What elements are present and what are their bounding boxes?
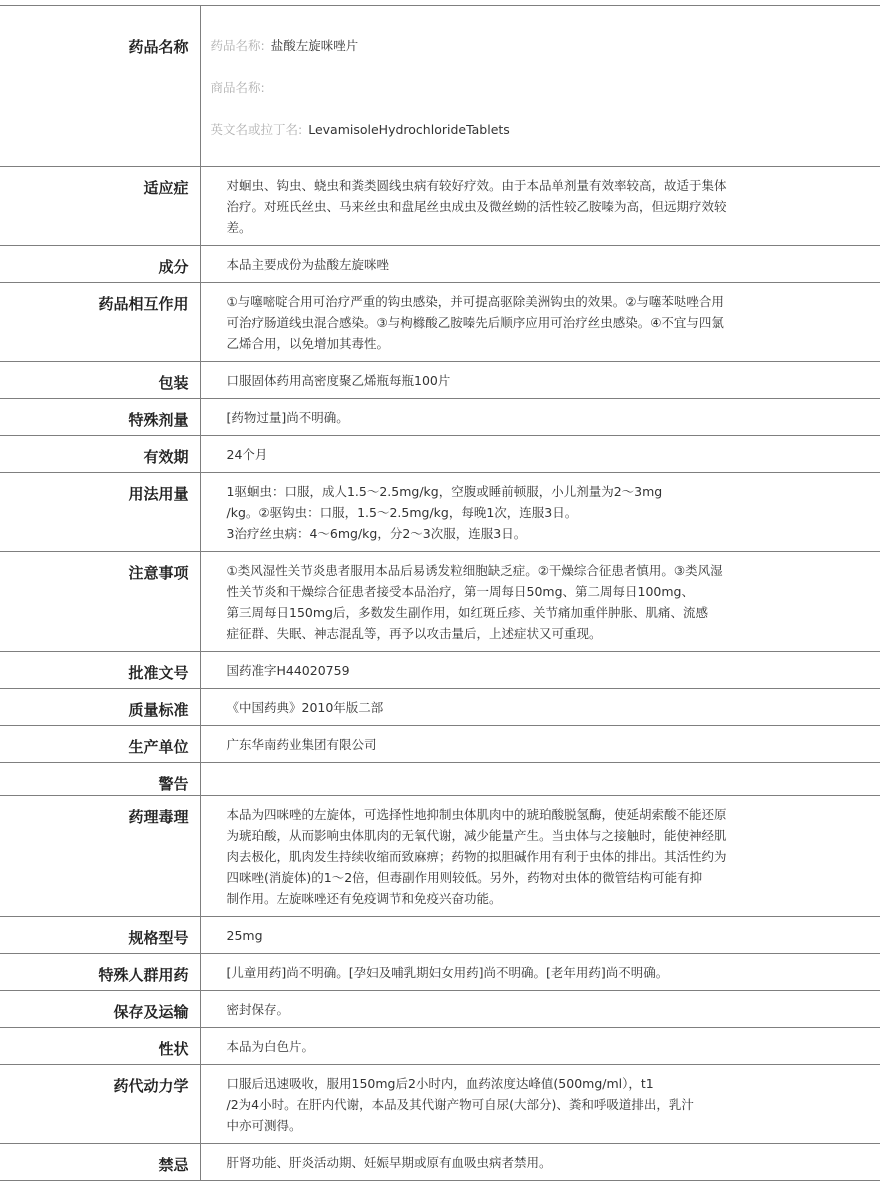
field-value: 本品为四咪唑的左旋体，可选择性地抑制虫体肌肉中的琥珀酸脱氢酶，使延胡索酸不能还原 为琥珀酸，从而影响虫体肌肉的无氧代谢，减少能量产生。当虫体与之接触时，能使神经肌 肉去极化，肌肉发生持续收缩而致麻痹；药物的拟胆碱作用有利于虫体的排出。其活性约为 四咪唑(消旋体)的1～2倍，但毒副作用则较低。另外，药物对虫体的微管结构可能有抑 制作用。左旋咪唑还有免疫调节和免疫兴奋功能。 (200, 796, 880, 917)
field-label: 适应症 (0, 167, 200, 246)
field-label: 保存及运输 (0, 991, 200, 1028)
field-value: 口服后迅速吸收，服用150mg后2小时内，血药浓度达峰值(500mg/ml），t1 /2为4小时。在肝内代谢，本品及其代谢产物可自尿(大部分)、粪和呼吸道排出，乳汁 中亦可测得。 (200, 1065, 880, 1144)
field-label: 规格型号 (0, 917, 200, 954)
field-label: 药代动力学 (0, 1065, 200, 1144)
field-label: 批准文号 (0, 652, 200, 689)
field-row (0, 399, 880, 436)
field-row (0, 1028, 880, 1065)
field-label: 有效期 (0, 436, 200, 473)
field-label: 特殊人群用药 (0, 954, 200, 991)
field-value: ①与噻嘧啶合用可治疗严重的钩虫感染，并可提高驱除美洲钩虫的效果。②与噻苯哒唑合用 可治疗肠道线虫混合感染。③与枸橼酸乙胺嗪先后顺序应用可治疗丝虫感染。④不宜与四氯 乙烯合用，以免增加其毒性。 (200, 283, 880, 362)
field-value: 《中国药典》2010年版二部 (200, 689, 880, 726)
field-value: ①类风湿性关节炎患者服用本品后易诱发粒细胞缺乏症。②干燥综合征患者慎用。③类风湿 性关节炎和干燥综合征患者接受本品治疗，第一周每日50mg、第二周每日100mg、 第三周每日150mg后，多数发生副作用，如红斑丘疹、关节痛加重伴肿胀、肌痛、流感 症征群、失眠、神志混乱等，再予以攻击量后，上述症状又可重现。 (200, 552, 880, 652)
field-value: 对蛔虫、钩虫、蛲虫和粪类圆线虫病有较好疗效。由于本品单剂量有效率较高，故适于集体 治疗。对班氏丝虫、马来丝虫和盘尾丝虫成虫及微丝蚴的活性较乙胺嗪为高，但远期疗效较 差。 (200, 167, 880, 246)
field-row (0, 689, 880, 726)
drug-info-rows (0, 6, 880, 1181)
field-row (0, 436, 880, 473)
drug-name-cell (200, 6, 880, 167)
row-drug-name (0, 6, 880, 167)
field-label: 成分 (0, 246, 200, 283)
field-value: 1驱蛔虫：口服，成人1.5～2.5mg/kg，空腹或睡前顿服，小儿剂量为2～3mg /kg。②驱钩虫：口服，1.5～2.5mg/kg，每晚1次，连服3日。 3治疗丝虫病：4～6mg/kg，分2～3次服，连服3日。 (200, 473, 880, 552)
field-value: [药物过量]尚不明确。 (200, 399, 880, 436)
trade-name-key: 商品名称: (210, 80, 265, 95)
field-label: 警告 (0, 763, 200, 796)
field-value: 广东华南药业集团有限公司 (200, 726, 880, 763)
field-value: 国药准字H44020759 (200, 652, 880, 689)
field-label: 特殊剂量 (0, 399, 200, 436)
field-row (0, 246, 880, 283)
field-row (0, 652, 880, 689)
field-row (0, 991, 880, 1028)
trade-name-line (211, 77, 821, 98)
field-row (0, 1065, 880, 1144)
drug-info-sheet (0, 5, 880, 1181)
english-name-line (211, 119, 821, 140)
field-row (0, 362, 880, 399)
field-label: 药理毒理 (0, 796, 200, 917)
field-label: 包装 (0, 362, 200, 399)
generic-name-value: 盐酸左旋咪唑片 (270, 38, 359, 53)
field-value: 密封保存。 (200, 991, 880, 1028)
field-label: 生产单位 (0, 726, 200, 763)
english-name-key: 英文名或拉丁名: (210, 122, 303, 137)
field-label: 禁忌 (0, 1144, 200, 1181)
field-value: [儿童用药]尚不明确。[孕妇及哺乳期妇女用药]尚不明确。[老年用药]尚不明确。 (200, 954, 880, 991)
field-row (0, 1144, 880, 1181)
generic-name-key: 药品名称: (210, 38, 265, 53)
field-row (0, 763, 880, 796)
field-label: 质量标准 (0, 689, 200, 726)
field-label: 注意事项 (0, 552, 200, 652)
field-row (0, 726, 880, 763)
field-row (0, 917, 880, 954)
english-name-value: LevamisoleHydrochlorideTablets (308, 122, 510, 137)
field-value: 肝肾功能、肝炎活动期、妊娠早期或原有血吸虫病者禁用。 (200, 1144, 880, 1181)
field-value: 24个月 (200, 436, 880, 473)
generic-name-line (211, 35, 821, 56)
field-value: 口服固体药用高密度聚乙烯瓶每瓶100片 (200, 362, 880, 399)
field-row (0, 283, 880, 362)
field-row (0, 552, 880, 652)
field-label: 用法用量 (0, 473, 200, 552)
field-value: 本品为白色片。 (200, 1028, 880, 1065)
field-value: 25mg (200, 917, 880, 954)
field-row (0, 167, 880, 246)
field-label: 性状 (0, 1028, 200, 1065)
row-label-drug-name: 药品名称 (0, 6, 200, 167)
field-row (0, 473, 880, 552)
field-label: 药品相互作用 (0, 283, 200, 362)
field-row (0, 796, 880, 917)
field-value (200, 763, 880, 796)
field-row (0, 954, 880, 991)
drug-info-table (0, 6, 880, 1181)
field-value: 本品主要成份为盐酸左旋咪唑 (200, 246, 880, 283)
